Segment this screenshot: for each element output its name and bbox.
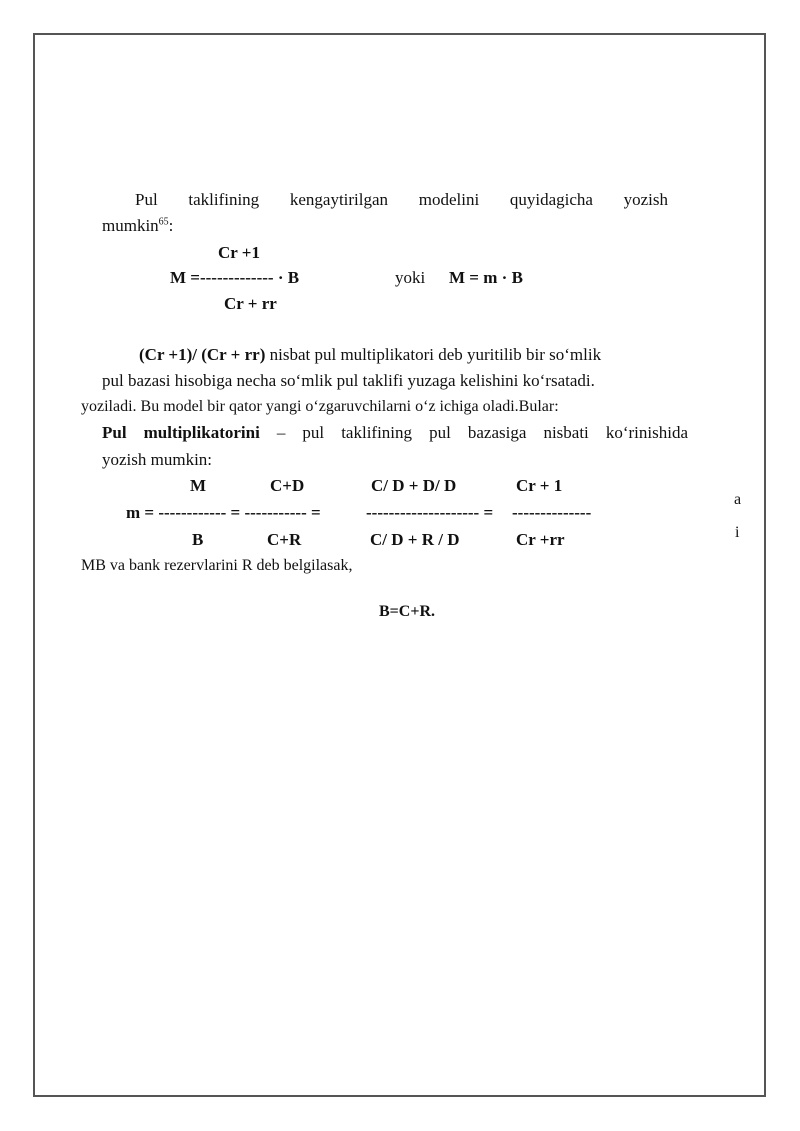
formula1-or-word: yoki bbox=[395, 268, 426, 287]
formula2-den3: C/ D + R / D bbox=[370, 530, 460, 549]
formula2-num3: C/ D + D/ D bbox=[371, 476, 457, 495]
formula1-denominator: Cr + rr bbox=[224, 294, 277, 313]
formula2-num4: Cr + 1 bbox=[516, 476, 563, 495]
paragraph-multiplier-rest: nisbat pul multiplikatori deb yuritilib bir so‘mlik bbox=[265, 345, 602, 364]
formula1-alternative: M = m · B bbox=[449, 268, 523, 287]
paragraph-model-line: yoziladi. Bu model bir qator yangi o‘zgaruvchilarni o‘z ichiga oladi.Bular: bbox=[81, 398, 559, 415]
formula2-fraction-bar3: -------------------- = bbox=[366, 503, 494, 522]
formula3: B=C+R. bbox=[379, 603, 436, 620]
formula2-num1: M bbox=[190, 476, 207, 495]
paragraph-definition-rest: – pul taklifining pul bazasiga nisbati ko‘rinishida bbox=[259, 423, 688, 442]
formula2-lhs: m = ------------ = ----------- = bbox=[126, 503, 321, 522]
paragraph-multiplier-line2: pul bazasi hisobiga necha so‘mlik pul taklifi yuzaga kelishini ko‘rsatadi. bbox=[102, 371, 595, 390]
paragraph-definition-line2: yozish mumkin: bbox=[102, 450, 213, 469]
formula1-lhs: M =------------- · B bbox=[170, 268, 300, 287]
formula1-numerator: Cr +1 bbox=[218, 243, 260, 262]
paragraph-definition-line1 bbox=[102, 423, 688, 443]
margin-char-i: i bbox=[735, 524, 740, 541]
formula2-den2: C+R bbox=[267, 530, 302, 549]
paragraph-intro-line2 bbox=[102, 216, 173, 236]
term-multiplier: Pul multiplikatorini bbox=[102, 423, 260, 442]
formula2-num2: C+D bbox=[270, 476, 305, 495]
paragraph-reserves-line: MB va bank rezervlarini R deb belgilasak, bbox=[81, 557, 353, 574]
paragraph-intro-line1: Pul taklifining kengaytirilgan modelini quyidagicha yozish bbox=[135, 190, 668, 209]
paragraph-multiplier-line1 bbox=[139, 345, 601, 365]
margin-char-a: a bbox=[734, 491, 742, 508]
formula2-fraction-bar4: -------------- bbox=[512, 503, 592, 522]
formula2-den1: B bbox=[192, 530, 204, 549]
colon: : bbox=[168, 216, 174, 235]
footnote-ref: 65 bbox=[158, 216, 169, 228]
word-mumkin: mumkin bbox=[102, 216, 159, 235]
multiplier-ratio: (Cr +1)/ (Cr + rr) bbox=[139, 345, 266, 364]
formula2-den4: Cr +rr bbox=[516, 530, 565, 549]
